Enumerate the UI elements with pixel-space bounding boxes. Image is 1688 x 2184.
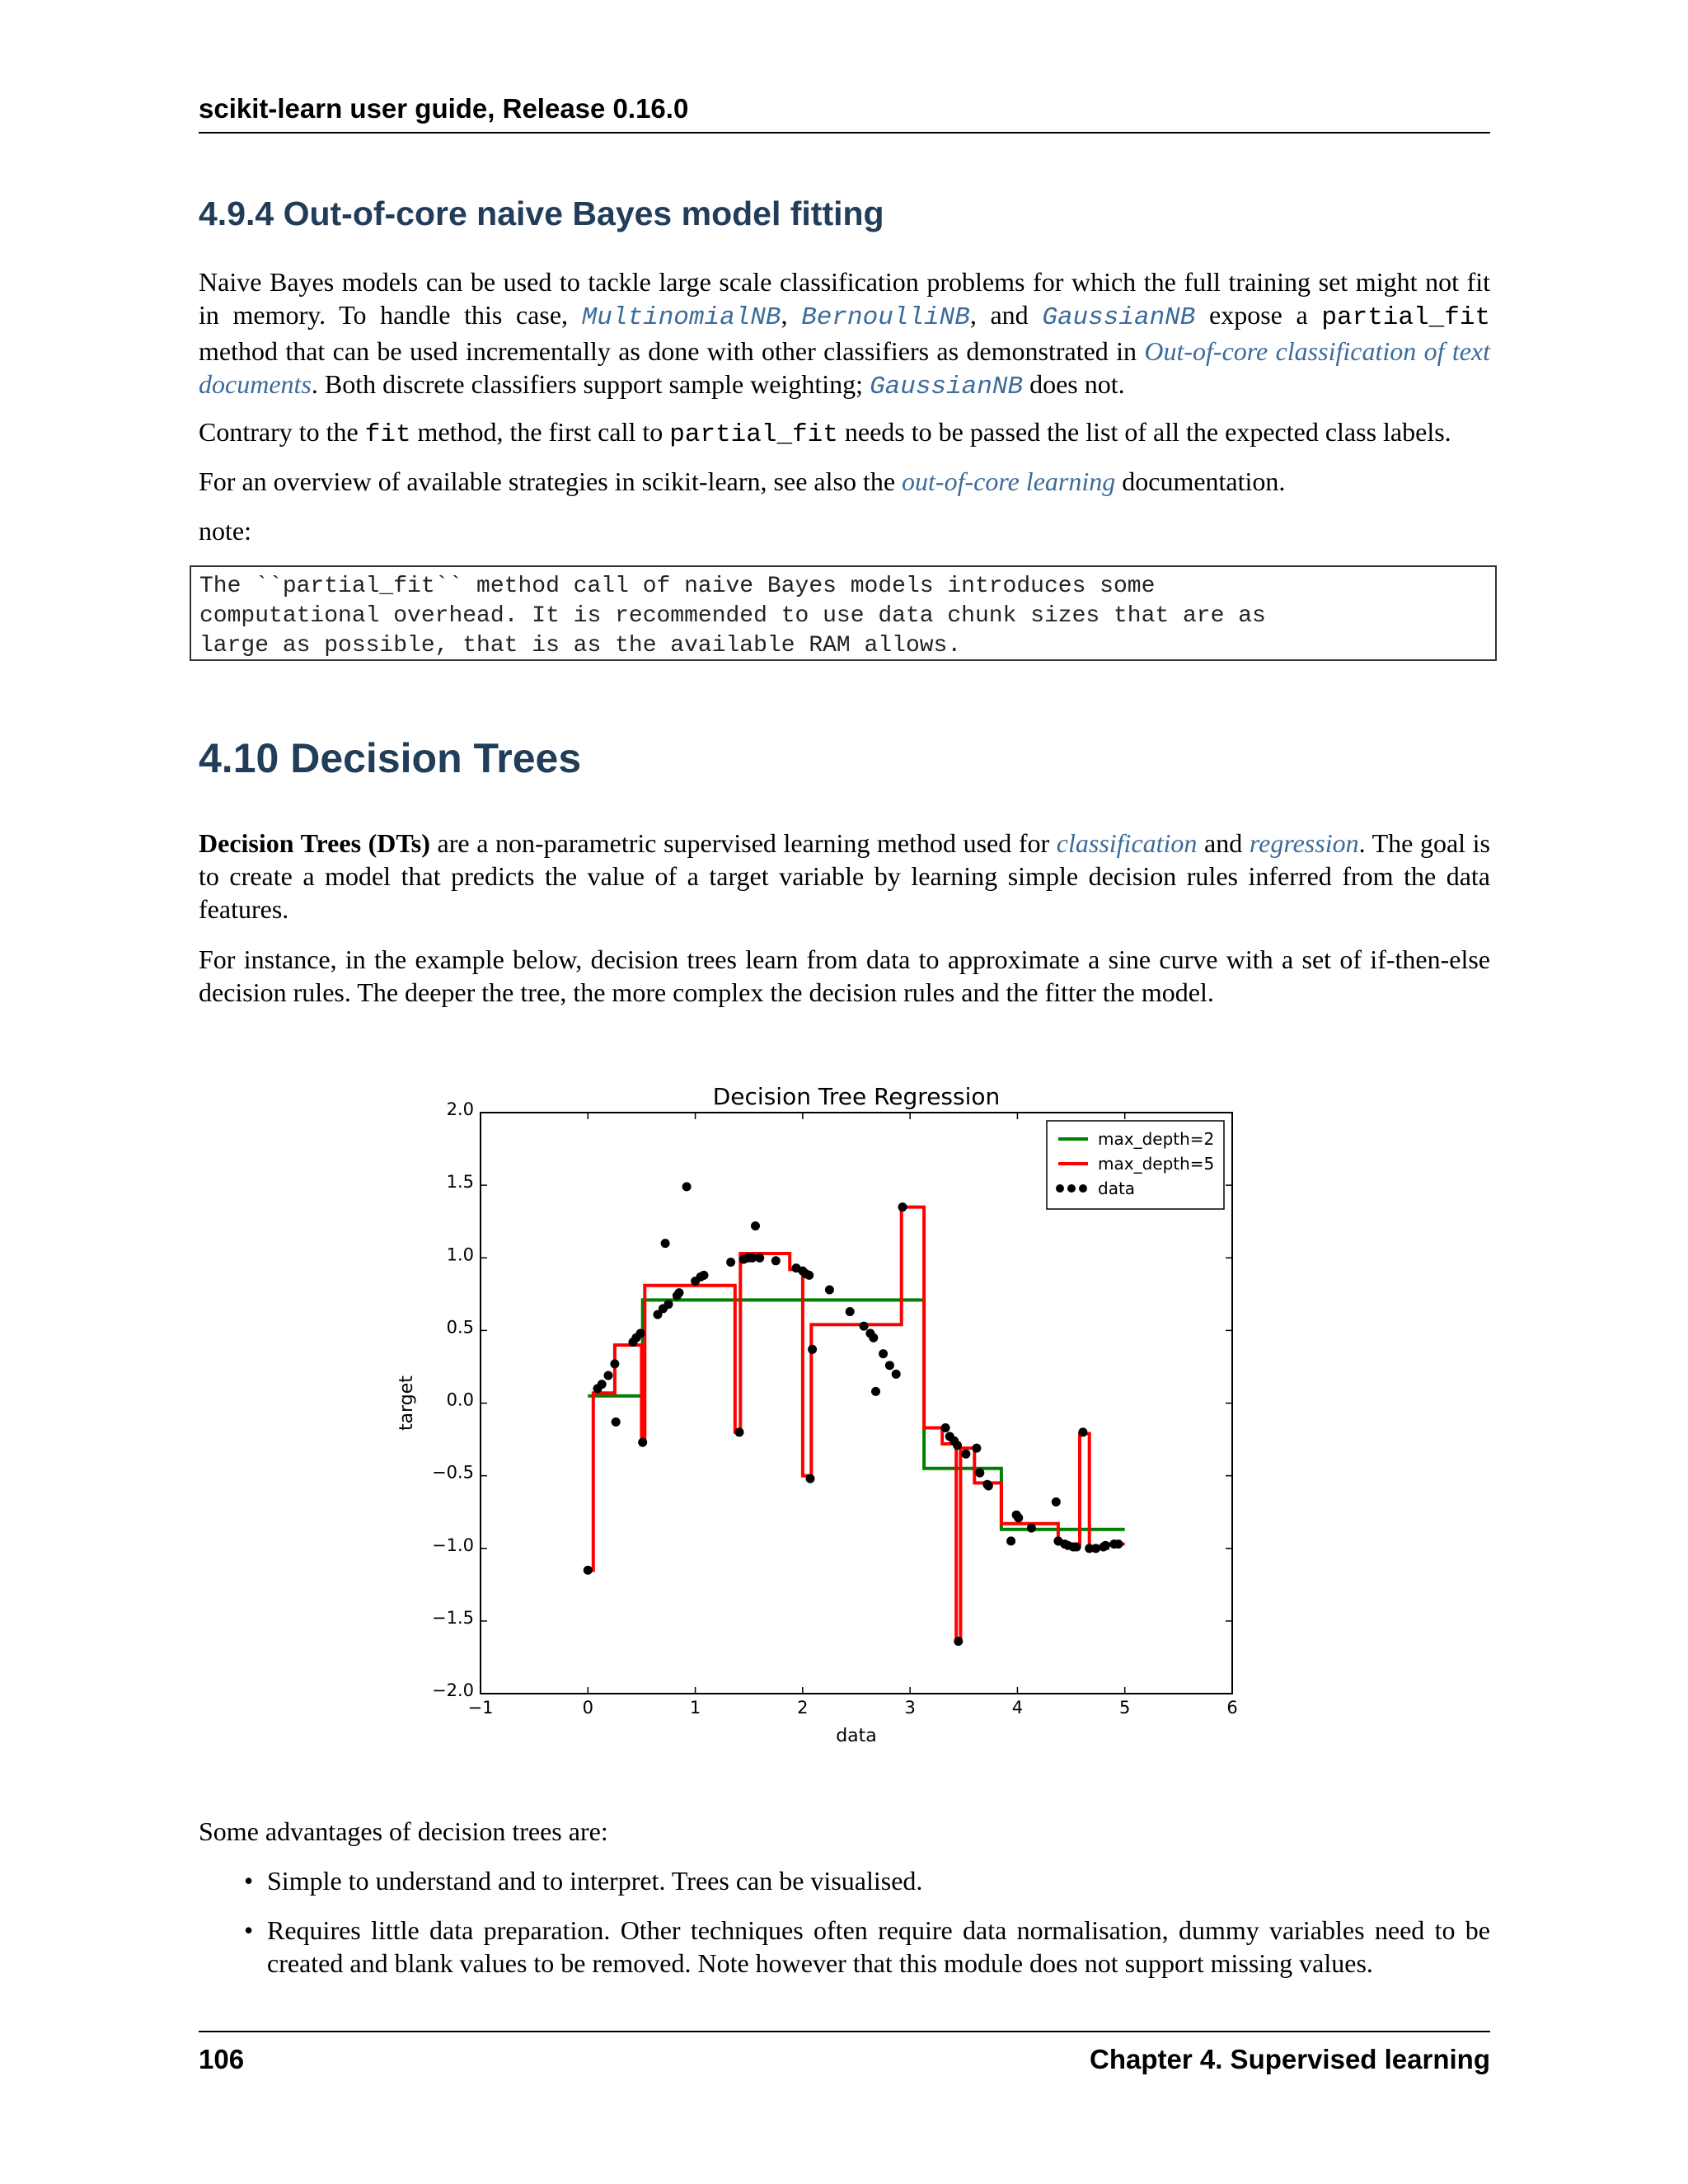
text-run: needs to be passed the list of all the expected class labels. xyxy=(837,417,1451,447)
data-point xyxy=(846,1307,855,1316)
text-run: , and xyxy=(969,300,1043,330)
data-point xyxy=(961,1450,970,1459)
y-tick-label: 0.0 xyxy=(446,1390,474,1410)
link-out-of-core-learning[interactable]: out-of-core learning xyxy=(902,466,1116,496)
data-point xyxy=(1091,1544,1100,1553)
list-item-text: Simple to understand and to interpret. Trees can be visualised. xyxy=(267,1866,923,1896)
data-point xyxy=(892,1370,901,1379)
x-axis-label: data xyxy=(836,1726,877,1746)
text-run: For an overview of available strategies in scikit-learn, see also the xyxy=(199,466,903,496)
text-run: does not. xyxy=(1023,369,1125,399)
data-point xyxy=(1006,1536,1015,1545)
data-point xyxy=(806,1474,815,1483)
data-point xyxy=(879,1349,888,1358)
data-point xyxy=(1101,1541,1110,1550)
text-run: are a non-parametric supervised learning method used for xyxy=(429,828,1057,858)
x-tick-label: 5 xyxy=(1119,1698,1131,1718)
link-out-of-core-classification[interactable]: Out-of-core classification of text documents xyxy=(199,336,1490,399)
page-number: 106 xyxy=(199,2044,245,2074)
note-label: note: xyxy=(199,516,251,546)
series-line-max-depth-5 xyxy=(588,1207,1124,1642)
data-point xyxy=(954,1637,963,1646)
paragraph-nb-intro xyxy=(199,265,1490,404)
data-point xyxy=(598,1380,607,1389)
y-tick-label: −2.0 xyxy=(432,1680,474,1700)
data-point xyxy=(898,1202,907,1212)
legend-label: max_depth=2 xyxy=(1098,1129,1215,1149)
paragraph-overview xyxy=(199,465,1490,498)
list-item xyxy=(199,1864,1490,1897)
x-tick-label: 3 xyxy=(904,1698,916,1718)
paragraph-advantages-intro: Some advantages of decision trees are: xyxy=(199,1816,608,1846)
paragraph-partial-fit xyxy=(199,415,1490,452)
x-tick-label: 0 xyxy=(582,1698,593,1718)
data-point xyxy=(726,1258,735,1267)
text-run: method that can be used incrementally as done with other classifiers as demonstrated in xyxy=(199,336,1145,366)
data-point xyxy=(941,1423,950,1432)
data-point xyxy=(1078,1427,1087,1436)
code-fit: fit xyxy=(364,420,411,449)
bullet-icon: • xyxy=(244,1915,254,1945)
term-decision-trees: Decision Trees (DTs) xyxy=(199,828,430,858)
text-run: Contrary to the xyxy=(199,417,365,447)
data-point xyxy=(804,1271,814,1280)
link-classification[interactable]: classification xyxy=(1056,828,1198,858)
data-point xyxy=(972,1444,981,1453)
data-point xyxy=(755,1254,764,1263)
x-tick-label: −1 xyxy=(467,1698,494,1718)
text-run: expose a xyxy=(1195,300,1322,330)
data-point xyxy=(675,1288,684,1297)
running-header xyxy=(199,92,1490,134)
link-multinomialnb[interactable]: MultinomialNB xyxy=(581,303,781,332)
x-tick-label: 4 xyxy=(1011,1698,1024,1718)
data-point xyxy=(825,1286,834,1295)
bullet-icon: • xyxy=(244,1866,254,1896)
series-line-max-depth-2 xyxy=(588,1300,1124,1529)
data-point xyxy=(984,1482,993,1491)
section-heading-decision-trees: 4.10 Decision Trees xyxy=(199,735,582,781)
code-partial-fit: partial_fit xyxy=(1321,303,1491,332)
data-point xyxy=(953,1441,962,1450)
advantages-list xyxy=(199,1864,1490,1996)
legend-label: max_depth=5 xyxy=(1098,1154,1215,1174)
legend-swatch-dot xyxy=(1067,1184,1076,1193)
y-axis-label: target xyxy=(396,1376,417,1431)
data-point xyxy=(771,1256,781,1265)
chart-title: Decision Tree Regression xyxy=(712,1083,1001,1110)
legend-swatch-dot xyxy=(1079,1184,1087,1193)
text-run: and xyxy=(1197,828,1250,858)
text-run: . Both discrete classifiers support sample weighting; xyxy=(311,369,870,399)
data-point xyxy=(1014,1513,1023,1522)
data-point xyxy=(1114,1540,1123,1549)
running-title: scikit-learn user guide, Release 0.16.0 xyxy=(199,93,689,124)
data-point xyxy=(682,1182,692,1191)
data-point xyxy=(661,1239,670,1248)
x-tick-label: 6 xyxy=(1226,1698,1238,1718)
link-gaussiannb[interactable]: GaussianNB xyxy=(1042,303,1196,332)
decision-tree-regression-chart xyxy=(387,1071,1261,1764)
data-point xyxy=(584,1566,593,1575)
link-bernoullinb[interactable]: BernoulliNB xyxy=(801,303,970,332)
data-point xyxy=(612,1418,621,1427)
data-point xyxy=(751,1221,760,1230)
y-tick-label: −1.0 xyxy=(432,1535,474,1555)
section-heading-out-of-core-nb: 4.9.4 Out-of-core naive Bayes model fitting xyxy=(199,194,884,232)
data-point xyxy=(1027,1524,1036,1533)
data-point xyxy=(636,1329,645,1338)
data-point xyxy=(610,1359,619,1368)
text-run: . The goal is to create a model that predicts the value of a target variable by learning simple decision rules inferred from the data features. xyxy=(199,828,1491,924)
list-item-text: Requires little data preparation. Other techniques often require data normalisation, dummy variables need to be created and blank values to be removed. Note however that this module does not support missing values. xyxy=(267,1915,1490,1978)
data-point xyxy=(604,1371,613,1380)
x-tick-label: 2 xyxy=(797,1698,809,1718)
text-run: , xyxy=(781,300,802,330)
data-point xyxy=(700,1271,709,1280)
text-run: method, the first call to xyxy=(410,417,670,447)
data-point xyxy=(860,1322,869,1331)
y-tick-label: −1.5 xyxy=(432,1607,474,1628)
data-point xyxy=(808,1345,817,1354)
data-point xyxy=(975,1469,984,1478)
text-run: Naive Bayes models can be used to tackle large scale classification problems for which the full training set might not fit in memory. To handle this case, xyxy=(199,267,1490,330)
data-point xyxy=(871,1387,880,1396)
legend-swatch-dot xyxy=(1056,1184,1064,1193)
legend-label: data xyxy=(1098,1179,1136,1198)
data-point xyxy=(1052,1497,1061,1507)
text-run: documentation. xyxy=(1115,466,1286,496)
chart-legend xyxy=(1047,1121,1224,1209)
y-tick-label: 2.0 xyxy=(446,1099,474,1119)
data-point xyxy=(1072,1543,1081,1552)
paragraph-dt-intro xyxy=(199,827,1490,926)
data-point xyxy=(735,1427,744,1436)
link-regression[interactable]: regression xyxy=(1249,828,1359,858)
code-partial-fit-2: partial_fit xyxy=(669,420,838,449)
y-tick-label: −0.5 xyxy=(432,1462,474,1483)
y-tick-label: 1.0 xyxy=(446,1244,474,1265)
data-point xyxy=(664,1300,673,1309)
y-tick-label: 1.5 xyxy=(446,1172,474,1193)
data-point xyxy=(885,1361,894,1370)
paragraph-dt-example: For instance, in the example below, decision trees learn from data to approximate a sine curve with a set of if-then-else decision rules. The deeper the tree, the more complex the decision rules and the fitter the model. xyxy=(199,944,1490,1007)
y-tick-label: 0.5 xyxy=(446,1317,474,1338)
data-point xyxy=(638,1438,647,1447)
note-code-block: The ``partial_fit`` method call of naive Bayes models introduces some computational overhead. It is recommended to use data chunk sizes that are as large as possible, that is as the available RAM allows. xyxy=(190,565,1497,661)
page-footer xyxy=(199,2031,1490,2075)
chapter-title: Chapter 4. Supervised learning xyxy=(1090,2044,1490,2074)
list-item xyxy=(199,1914,1490,1980)
data-point xyxy=(869,1333,878,1343)
link-gaussiannb-2[interactable]: GaussianNB xyxy=(870,373,1024,401)
x-tick-label: 1 xyxy=(689,1698,701,1718)
